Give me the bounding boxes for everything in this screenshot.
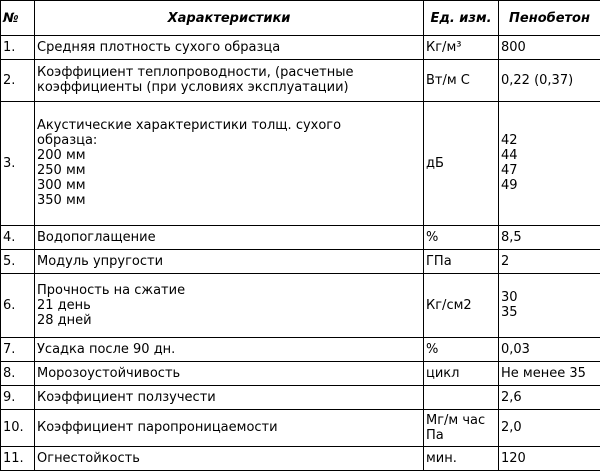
row-value: 0,03 — [499, 337, 600, 361]
header-unit: Ед. изм. — [424, 1, 499, 36]
table-row — [1, 385, 600, 409]
row-value: 2,0 — [499, 409, 600, 446]
row-unit: Кг/см2 — [424, 274, 499, 337]
row-value: 800 — [499, 36, 600, 60]
row-value: 8,5 — [499, 226, 600, 250]
table-row — [1, 226, 600, 250]
header-value: Пенобетон — [499, 1, 600, 36]
header-characteristic: Характеристики — [35, 1, 424, 36]
row-unit: ГПа — [424, 250, 499, 274]
table-header-row — [1, 1, 600, 36]
row-num: 11. — [1, 446, 35, 470]
row-characteristic: Морозоустойчивость — [35, 361, 424, 385]
row-num: 3. — [1, 101, 35, 226]
row-value: 42 44 47 49 — [499, 101, 600, 226]
row-unit: Мг/м час Па — [424, 409, 499, 446]
table-row — [1, 274, 600, 337]
row-unit — [424, 385, 499, 409]
row-unit: дБ — [424, 101, 499, 226]
row-unit: Вт/м С — [424, 60, 499, 102]
row-num: 10. — [1, 409, 35, 446]
row-characteristic: Прочность на сжатие 21 день 28 дней — [35, 274, 424, 337]
row-num: 1. — [1, 36, 35, 60]
table-row — [1, 36, 600, 60]
row-characteristic: Коэффициент паропроницаемости — [35, 409, 424, 446]
row-num: 4. — [1, 226, 35, 250]
row-characteristic: Усадка после 90 дн. — [35, 337, 424, 361]
row-num: 2. — [1, 60, 35, 102]
row-characteristic: Коэффициент ползучести — [35, 385, 424, 409]
header-num: № — [1, 1, 35, 36]
row-characteristic: Водопоглащение — [35, 226, 424, 250]
table-row — [1, 361, 600, 385]
row-characteristic: Акустические характеристики толщ. сухого образца: 200 мм 250 мм 300 мм 350 мм — [35, 101, 424, 226]
table-row — [1, 60, 600, 102]
row-value: 30 35 — [499, 274, 600, 337]
table-row — [1, 250, 600, 274]
row-characteristic: Модуль упругости — [35, 250, 424, 274]
table-row — [1, 337, 600, 361]
row-unit: Кг/м³ — [424, 36, 499, 60]
row-value: Не менее 35 — [499, 361, 600, 385]
row-value: 0,22 (0,37) — [499, 60, 600, 102]
row-num: 7. — [1, 337, 35, 361]
table-row — [1, 446, 600, 470]
row-value: 2,6 — [499, 385, 600, 409]
row-unit: цикл — [424, 361, 499, 385]
table-row — [1, 409, 600, 446]
row-characteristic: Средняя плотность сухого образца — [35, 36, 424, 60]
table-row — [1, 101, 600, 226]
row-unit: мин. — [424, 446, 499, 470]
row-unit: % — [424, 226, 499, 250]
row-unit: % — [424, 337, 499, 361]
row-num: 8. — [1, 361, 35, 385]
row-num: 9. — [1, 385, 35, 409]
row-value: 2 — [499, 250, 600, 274]
row-num: 5. — [1, 250, 35, 274]
row-value: 120 — [499, 446, 600, 470]
row-characteristic: Коэффициент теплопроводности, (расчетные коэффициенты (при условиях эксплуатации) — [35, 60, 424, 102]
row-num: 6. — [1, 274, 35, 337]
row-characteristic: Огнестойкость — [35, 446, 424, 470]
